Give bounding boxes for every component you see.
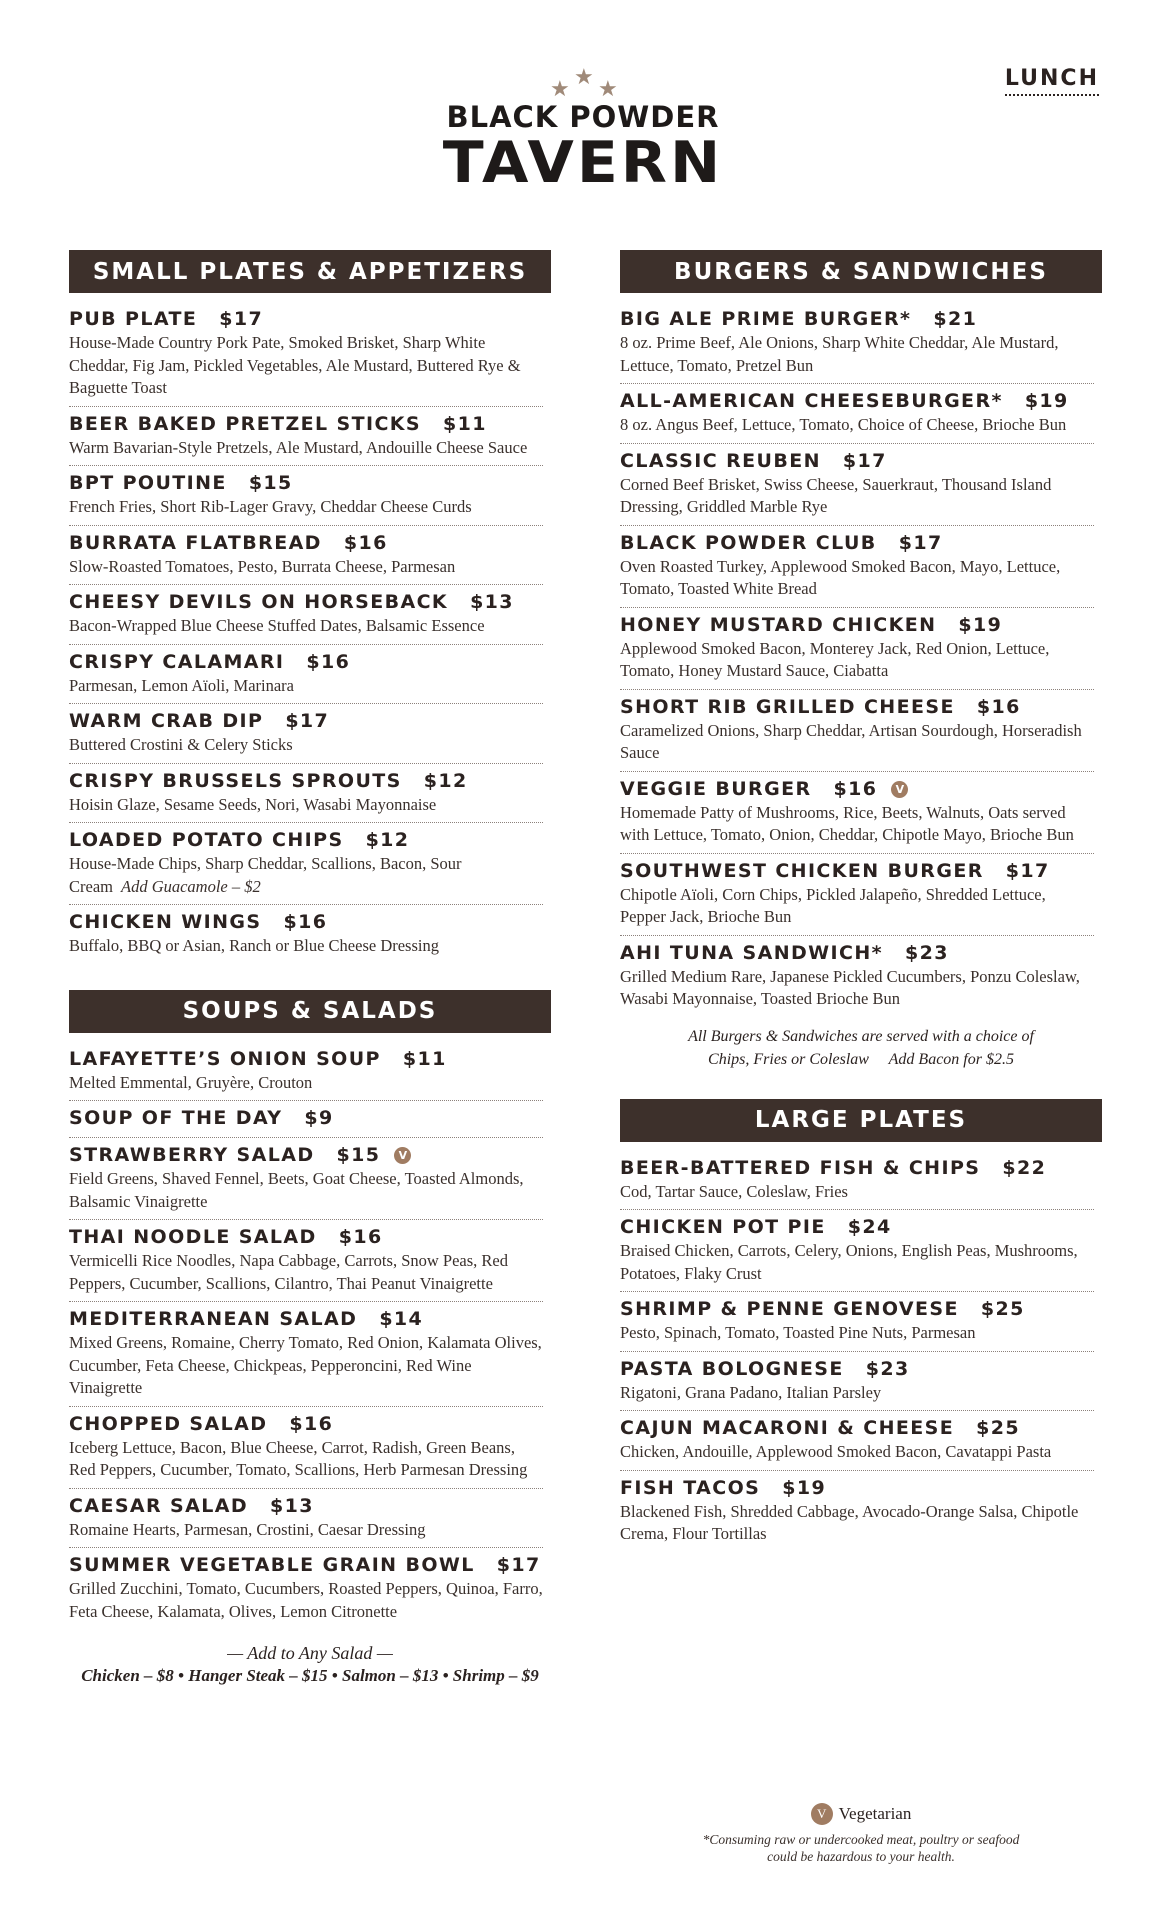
menu-item bbox=[620, 854, 1094, 936]
menu-item-price: $21 bbox=[933, 308, 978, 330]
section-header-burgers: BURGERS & SANDWICHES bbox=[620, 250, 1102, 293]
menu-item-title bbox=[620, 776, 1094, 802]
menu-item bbox=[69, 1489, 543, 1549]
menu-item-description: Braised Chicken, Carrots, Celery, Onions, English Peas, Mushrooms, Potatoes, Flaky Crust bbox=[620, 1241, 1078, 1283]
menu-item-description-block bbox=[620, 884, 1094, 929]
menu-item-price: $25 bbox=[980, 1298, 1025, 1320]
menu-item-price: $16 bbox=[306, 650, 351, 673]
logo bbox=[0, 62, 1166, 197]
menu-item-title bbox=[69, 827, 543, 853]
menu-item-description: Melted Emmental, Gruyère, Crouton bbox=[69, 1072, 313, 1092]
menu-item bbox=[69, 407, 543, 467]
menu-item-description: Oven Roasted Turkey, Applewood Smoked Bacon, Mayo, Lettuce, Tomato, Toasted White Bread bbox=[620, 556, 1061, 598]
menu-item bbox=[69, 645, 543, 705]
large-plates-list bbox=[620, 1142, 1102, 1552]
menu-item-description: Cod, Tartar Sauce, Coleslaw, Fries bbox=[620, 1181, 848, 1201]
menu-item-description-block bbox=[69, 1578, 543, 1623]
menu-item-title bbox=[620, 1155, 1094, 1181]
menu-item-name: BLACK POWDER CLUB bbox=[620, 531, 877, 554]
section-header-small-plates: SMALL PLATES & APPETIZERS bbox=[69, 250, 551, 293]
vegetarian-icon: V bbox=[394, 1147, 411, 1164]
menu-item-name: CHICKEN POT PIE bbox=[620, 1216, 826, 1238]
menu-item-description: Corned Beef Brisket, Swiss Cheese, Sauerkraut, Thousand Island Dressing, Griddled Marble Rye bbox=[620, 474, 1052, 516]
menu-item-price: $15 bbox=[336, 1144, 381, 1166]
menu-item-description-block bbox=[620, 1382, 1094, 1405]
menu-item-price: $11 bbox=[402, 1047, 447, 1070]
menu-item-title bbox=[69, 909, 543, 935]
section-header-soups-salads: SOUPS & SALADS bbox=[69, 990, 551, 1033]
menu-item-description: Rigatoni, Grana Padano, Italian Parsley bbox=[620, 1382, 882, 1402]
star-icon: ★ bbox=[574, 64, 594, 89]
menu-item bbox=[69, 1042, 543, 1102]
menu-item bbox=[69, 1220, 543, 1302]
menu-item-title bbox=[620, 448, 1094, 474]
menu-item-price: $19 bbox=[1024, 390, 1069, 412]
menu-item-title bbox=[69, 1306, 543, 1332]
menu-item bbox=[620, 1471, 1094, 1552]
menu-item-price: $16 bbox=[289, 1412, 334, 1435]
menu-item-description-block bbox=[69, 1519, 543, 1542]
menu-item-price: $17 bbox=[1005, 859, 1050, 882]
menu-item-price: $11 bbox=[443, 412, 487, 435]
menu-item-description-block bbox=[620, 474, 1094, 519]
menu-item-title bbox=[69, 589, 543, 615]
menu-item-title bbox=[69, 1552, 543, 1578]
menu-item-description-block bbox=[620, 1240, 1094, 1285]
menu-item-description-block bbox=[69, 734, 543, 757]
menu-item-description: Vermicelli Rice Noodles, Napa Cabbage, Carrots, Snow Peas, Red Peppers, Cucumber, Scallions, Cilantro, Thai Peanut Vinaigrette bbox=[69, 1251, 508, 1293]
menu-item-name: PUB PLATE bbox=[69, 308, 198, 330]
vegetarian-icon: V bbox=[891, 781, 908, 798]
menu-item-title bbox=[69, 1046, 543, 1072]
menu-item-description: Pesto, Spinach, Tomato, Toasted Pine Nuts, Parmesan bbox=[620, 1323, 976, 1342]
menu-item-price: $12 bbox=[365, 829, 410, 851]
vegetarian-icon: V bbox=[811, 1803, 833, 1825]
menu-item-title bbox=[69, 1105, 543, 1131]
menu-item-name: LAFAYETTE’S ONION SOUP bbox=[69, 1047, 381, 1070]
menu-item bbox=[69, 1548, 543, 1629]
menu-item-title bbox=[620, 1475, 1094, 1501]
menu-item bbox=[620, 384, 1094, 444]
menu-item-description: Warm Bavarian-Style Pretzels, Ale Mustard, Andouille Cheese Sauce bbox=[69, 437, 528, 457]
menu-item-title bbox=[69, 470, 543, 496]
menu-item bbox=[69, 302, 543, 407]
menu-item bbox=[69, 764, 543, 824]
menu-item-description: Applewood Smoked Bacon, Monterey Jack, Red Onion, Lettuce, Tomato, Honey Mustard Sauce, Ciabatta bbox=[620, 638, 1050, 680]
menu-item-price: $19 bbox=[782, 1476, 827, 1499]
left-column bbox=[69, 250, 551, 1688]
menu-item-title bbox=[69, 306, 543, 332]
menu-item-description: Parmesan, Lemon Aïoli, Marinara bbox=[69, 675, 294, 695]
menu-item-price: $13 bbox=[270, 1494, 314, 1517]
vegetarian-legend bbox=[620, 1803, 1102, 1825]
menu-item-description-block bbox=[620, 720, 1094, 765]
menu-item-title bbox=[620, 858, 1094, 884]
menu-item-name: VEGGIE BURGER bbox=[620, 777, 812, 800]
menu-item-name: AHI TUNA SANDWICH* bbox=[620, 941, 883, 964]
menu-item-title bbox=[620, 612, 1094, 638]
menu-item-description: Buttered Crostini & Celery Sticks bbox=[69, 735, 293, 754]
menu-item-description-block bbox=[69, 556, 543, 579]
menu-item-title bbox=[620, 940, 1094, 966]
menu-item-name: SHORT RIB GRILLED CHEESE bbox=[620, 695, 955, 718]
menu-item-price: $14 bbox=[379, 1308, 424, 1330]
menu-item-description: Grilled Zucchini, Tomato, Cucumbers, Roasted Peppers, Quinoa, Farro, Feta Cheese, Kalamata, Olives, Lemon Citronette bbox=[69, 1579, 543, 1621]
menu-item-price: $17 bbox=[285, 710, 330, 732]
menu-item-name: BIG ALE PRIME BURGER* bbox=[620, 308, 912, 330]
menu-item-title bbox=[69, 1411, 543, 1437]
menu-item bbox=[620, 772, 1094, 854]
menu-item bbox=[69, 526, 543, 586]
menu-item-name: CHEESY DEVILS ON HORSEBACK bbox=[69, 591, 449, 613]
menu-item-price: $16 bbox=[976, 695, 1021, 718]
menu-item-name: CRISPY BRUSSELS SPROUTS bbox=[69, 769, 402, 792]
menu-item-title bbox=[69, 1224, 543, 1250]
menu-item-description: Buffalo, BBQ or Asian, Ranch or Blue Cheese Dressing bbox=[69, 936, 439, 955]
menu-item-description: Grilled Medium Rare, Japanese Pickled Cucumbers, Ponzu Coleslaw, Wasabi Mayonnaise, Toasted Brioche Bun bbox=[620, 966, 1080, 1008]
menu-item-name: BEER BAKED PRETZEL STICKS bbox=[69, 412, 421, 435]
menu-item-price: $16 bbox=[338, 1226, 383, 1248]
menu-item bbox=[620, 1210, 1094, 1292]
menu-item-title bbox=[620, 694, 1094, 720]
menu-item-description: Chicken, Andouille, Applewood Smoked Bacon, Cavatappi Pasta bbox=[620, 1442, 1052, 1461]
menu-item bbox=[620, 526, 1094, 608]
menu-item-title bbox=[620, 1415, 1094, 1441]
menu-item-name: HONEY MUSTARD CHICKEN bbox=[620, 613, 937, 636]
menu-item-description-block bbox=[69, 1437, 543, 1482]
menu-item-title bbox=[620, 1356, 1094, 1382]
menu-item-description-block bbox=[69, 1168, 543, 1213]
menu-item-description: Caramelized Onions, Sharp Cheddar, Artisan Sourdough, Horseradish Sauce bbox=[620, 720, 1082, 762]
menu-item-name: CHOPPED SALAD bbox=[69, 1412, 268, 1435]
soups-salads-list bbox=[69, 1033, 551, 1630]
menu-item-description: Iceberg Lettuce, Bacon, Blue Cheese, Carrot, Radish, Green Beans, Red Peppers, Cucumber, Tomato, Scallions, Herb Parmesan Dressing bbox=[69, 1437, 528, 1479]
menu-item-name: FISH TACOS bbox=[620, 1476, 761, 1499]
menu-item bbox=[620, 608, 1094, 690]
menu-item-description-block bbox=[69, 1072, 543, 1095]
menu-item-description: Chipotle Aïoli, Corn Chips, Pickled Jalapeño, Shredded Lettuce, Pepper Jack, Brioche Bun bbox=[620, 884, 1046, 926]
star-icon: ★ bbox=[550, 76, 570, 101]
menu-item-description-block bbox=[69, 437, 543, 460]
menu-item-price: $9 bbox=[304, 1107, 334, 1129]
logo-stars bbox=[0, 62, 1166, 102]
menu-item-name: BURRATA FLATBREAD bbox=[69, 531, 322, 554]
menu-item-price: $15 bbox=[248, 472, 293, 494]
menu-item-title bbox=[69, 708, 543, 734]
menu-item-title bbox=[620, 530, 1094, 556]
menu-item-description: House-Made Country Pork Pate, Smoked Brisket, Sharp White Cheddar, Fig Jam, Pickled Vegetables, Ale Mustard, Buttered Rye & Baguette Toast bbox=[69, 333, 521, 397]
menu-item bbox=[620, 1352, 1094, 1412]
menu-item bbox=[620, 302, 1094, 384]
menu-item-name: WARM CRAB DIP bbox=[69, 710, 264, 732]
menu-item bbox=[620, 444, 1094, 526]
menu-item bbox=[69, 585, 543, 645]
menu-item-description-block bbox=[69, 675, 543, 698]
menu-item-description: Field Greens, Shaved Fennel, Beets, Goat Cheese, Toasted Almonds, Balsamic Vinaigrette bbox=[69, 1169, 524, 1211]
add-to-salad-list: Chicken – $8 • Hanger Steak – $15 • Salmon – $13 • Shrimp – $9 bbox=[81, 1666, 539, 1685]
menu-item bbox=[620, 936, 1094, 1017]
menu-item-price: $23 bbox=[904, 941, 949, 964]
logo-line1: BLACK POWDER bbox=[446, 100, 720, 134]
menu-item-price: $17 bbox=[219, 308, 264, 330]
menu-item bbox=[69, 1302, 543, 1407]
menu-item-description-block bbox=[69, 332, 543, 400]
menu-item-price: $17 bbox=[842, 449, 887, 472]
menu-item-title bbox=[69, 768, 543, 794]
menu-item-price: $16 bbox=[283, 911, 328, 933]
menu-item-name: CHICKEN WINGS bbox=[69, 911, 262, 933]
menu-item-name: BEER-BATTERED FISH & CHIPS bbox=[620, 1156, 981, 1179]
menu-item-title bbox=[69, 411, 543, 437]
right-column bbox=[620, 250, 1102, 1552]
menu-item bbox=[620, 1151, 1094, 1211]
menu-item-description: 8 oz. Prime Beef, Ale Onions, Sharp White Cheddar, Ale Mustard, Lettuce, Tomato, Pretzel Bun bbox=[620, 333, 1059, 375]
menu-item-description-block bbox=[69, 615, 543, 638]
menu-item bbox=[69, 1138, 543, 1220]
menu-item-description-block bbox=[69, 496, 543, 519]
disclaimer-line1: *Consuming raw or undercooked meat, poultry or seafood bbox=[702, 1832, 1020, 1847]
menu-item-description-block bbox=[69, 935, 543, 958]
menu-item-addon: Add Guacamole – $2 bbox=[120, 876, 261, 896]
menu-item-description: Hoisin Glaze, Sesame Seeds, Nori, Wasabi Mayonnaise bbox=[69, 794, 437, 814]
small-plates-list bbox=[69, 293, 551, 964]
disclaimer bbox=[620, 1831, 1102, 1865]
menu-item-name: CAESAR SALAD bbox=[69, 1494, 249, 1517]
menu-item-name: SHRIMP & PENNE GENOVESE bbox=[620, 1298, 959, 1320]
menu-item-description: Blackened Fish, Shredded Cabbage, Avocado-Orange Salsa, Chipotle Crema, Flour Tortillas bbox=[620, 1501, 1079, 1543]
menu-item-name: CRISPY CALAMARI bbox=[69, 650, 285, 673]
menu-item bbox=[620, 1292, 1094, 1352]
menu-item-description: Homemade Patty of Mushrooms, Rice, Beets, Walnuts, Oats served with Lettuce, Tomato, Onion, Cheddar, Chipotle Mayo, Brioche Bun bbox=[620, 802, 1074, 844]
menu-item bbox=[69, 1407, 543, 1489]
menu-item-description-block bbox=[620, 802, 1094, 847]
menu-item-description-block bbox=[620, 638, 1094, 683]
menu-item-price: $17 bbox=[898, 531, 943, 554]
menu-item-description: French Fries, Short Rib-Lager Gravy, Cheddar Cheese Curds bbox=[69, 497, 472, 516]
menu-item-title bbox=[69, 649, 543, 675]
menu-item-description-block bbox=[620, 1181, 1094, 1204]
menu-item bbox=[69, 1101, 543, 1138]
menu-item-name: PASTA BOLOGNESE bbox=[620, 1357, 844, 1380]
menu-item-title bbox=[620, 388, 1094, 414]
menu-item-name: CLASSIC REUBEN bbox=[620, 449, 821, 472]
star-icon: ★ bbox=[598, 76, 618, 101]
menu-item-description-block bbox=[620, 1441, 1094, 1464]
menu-item-description-block bbox=[620, 1322, 1094, 1345]
burgers-list bbox=[620, 293, 1102, 1017]
menu-item-price: $24 bbox=[847, 1216, 892, 1238]
menu-item-title bbox=[69, 1142, 543, 1168]
burgers-note-line1: All Burgers & Sandwiches are served with a choice of bbox=[688, 1027, 1034, 1045]
menu-item-title bbox=[620, 1296, 1094, 1322]
menu-item-description-block bbox=[620, 966, 1094, 1011]
menu-item bbox=[620, 690, 1094, 772]
section-header-large-plates: LARGE PLATES bbox=[620, 1099, 1102, 1142]
menu-item bbox=[69, 704, 543, 764]
menu-item-name: SUMMER VEGETABLE GRAIN BOWL bbox=[69, 1554, 475, 1576]
menu-item-name: LOADED POTATO CHIPS bbox=[69, 829, 344, 851]
menu-item-price: $25 bbox=[976, 1417, 1021, 1439]
menu-item-price: $12 bbox=[423, 769, 468, 792]
menu-item-name: SOUP OF THE DAY bbox=[69, 1107, 283, 1129]
menu-item-title bbox=[69, 530, 543, 556]
menu-item-price: $22 bbox=[1002, 1156, 1047, 1179]
menu-item bbox=[69, 466, 543, 526]
menu-label: LUNCH bbox=[1005, 66, 1099, 96]
menu-item-description-block bbox=[69, 1332, 543, 1400]
menu-item-title bbox=[620, 306, 1094, 332]
menu-item-name: SOUTHWEST CHICKEN BURGER bbox=[620, 859, 984, 882]
add-to-salad-title: — Add to Any Salad — bbox=[227, 1643, 393, 1663]
menu-item-price: $23 bbox=[865, 1357, 910, 1380]
menu-item-description: House-Made Chips, Sharp Cheddar, Scallions, Bacon, Sour Cream bbox=[69, 854, 462, 896]
menu-item-name: BPT POUTINE bbox=[69, 472, 227, 494]
menu-item-description-block bbox=[69, 1250, 543, 1295]
menu-item-name: CAJUN MACARONI & CHEESE bbox=[620, 1417, 955, 1439]
menu-item-description-block bbox=[69, 853, 543, 898]
menu-item-price: $16 bbox=[833, 777, 878, 800]
menu-item-title bbox=[620, 1214, 1094, 1240]
menu-item bbox=[620, 1411, 1094, 1471]
menu-item-name: MEDITERRANEAN SALAD bbox=[69, 1308, 358, 1330]
menu-item-description: Romaine Hearts, Parmesan, Crostini, Caesar Dressing bbox=[69, 1519, 426, 1539]
menu-item-description-block bbox=[620, 332, 1094, 377]
menu-item-description: Mixed Greens, Romaine, Cherry Tomato, Red Onion, Kalamata Olives, Cucumber, Feta Cheese, Chickpeas, Pepperoncini, Red Wine Vinaigrette bbox=[69, 1333, 542, 1397]
menu-item-description-block bbox=[620, 1501, 1094, 1546]
menu-item-description-block bbox=[69, 794, 543, 817]
menu-item bbox=[69, 823, 543, 905]
burgers-note bbox=[620, 1017, 1102, 1071]
menu-item-description: Bacon-Wrapped Blue Cheese Stuffed Dates, Balsamic Essence bbox=[69, 616, 485, 635]
menu-item-description: Slow-Roasted Tomatoes, Pesto, Burrata Cheese, Parmesan bbox=[69, 556, 456, 576]
logo-line2: TAVERN bbox=[442, 129, 724, 197]
menu-item-price: $19 bbox=[958, 613, 1003, 636]
menu-item-title bbox=[69, 1493, 543, 1519]
menu-item-name: ALL-AMERICAN CHEESEBURGER* bbox=[620, 390, 1003, 412]
menu-item-name: STRAWBERRY SALAD bbox=[69, 1144, 315, 1166]
menu-item bbox=[69, 905, 543, 964]
menu-item-description-block bbox=[620, 414, 1094, 437]
menu-item-price: $17 bbox=[496, 1554, 541, 1576]
disclaimer-line2: could be hazardous to your health. bbox=[767, 1849, 955, 1864]
vegetarian-label: Vegetarian bbox=[838, 1804, 912, 1823]
menu-item-price: $13 bbox=[470, 591, 514, 613]
legend bbox=[620, 1803, 1102, 1865]
burgers-note-line2: Chips, Fries or Coleslaw Add Bacon for $2.5 bbox=[708, 1050, 1014, 1068]
menu-item-name: THAI NOODLE SALAD bbox=[69, 1226, 317, 1248]
menu-item-price: $16 bbox=[343, 531, 388, 554]
menu-item-description: 8 oz. Angus Beef, Lettuce, Tomato, Choice of Cheese, Brioche Bun bbox=[620, 415, 1067, 434]
menu-item-description-block bbox=[620, 556, 1094, 601]
